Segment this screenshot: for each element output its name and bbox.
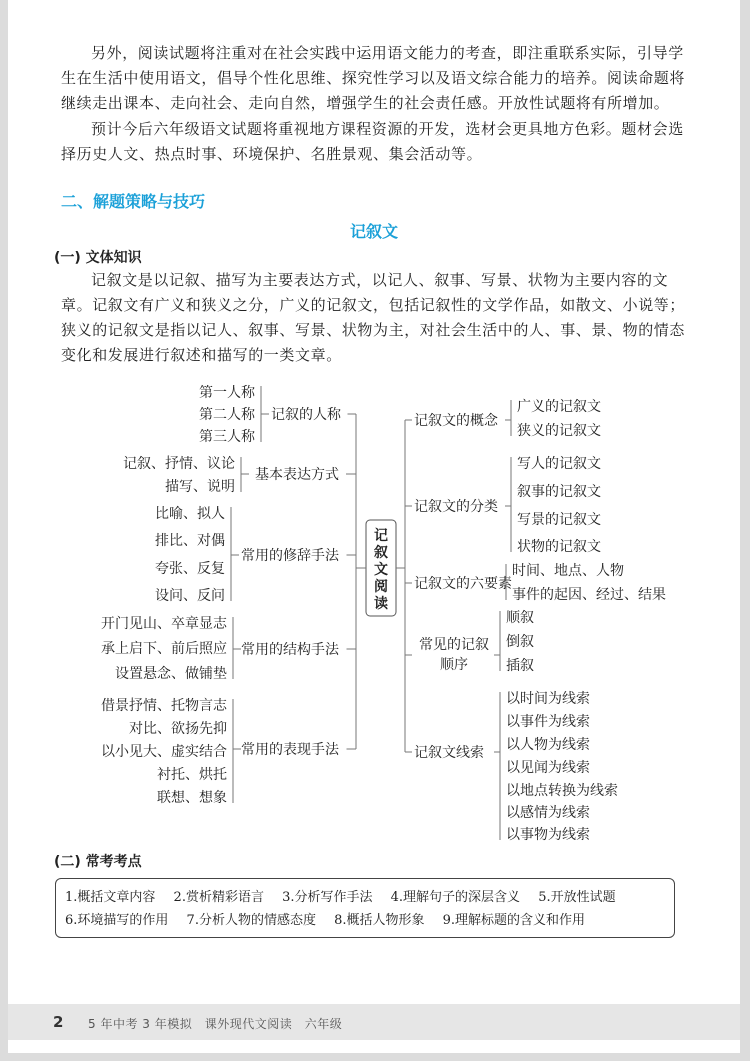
key-topic-item: 9.理解标题的含义和作用 — [442, 913, 586, 928]
mind-map-right-item: 顺叙 — [506, 610, 534, 626]
mind-map-right-label: 记叙文的概念 — [414, 413, 498, 429]
key-topic-item: 5.开放性试题 — [538, 890, 616, 905]
section-title: 二、解题策略与技巧 — [61, 192, 206, 211]
mind-map-right-item: 以事件为线索 — [506, 714, 590, 730]
mind-map-left-item: 联想、想象 — [157, 790, 227, 806]
mind-map-left-item: 借景抒情、托物言志 — [101, 698, 227, 714]
mind-map-right-label: 记叙文的分类 — [414, 499, 498, 515]
mind-map-right-label: 记叙文线索 — [414, 745, 484, 761]
mind-map-left-item: 第三人称 — [199, 429, 255, 445]
genre-definition: 记叙文是以记叙、描写为主要表达方式，以记人、叙事、写景、状物为主要内容的文章。记叙文有广义和狭义之分，广义的记叙文，包括记叙性的文学作品，如散文、小说等；狭义的记叙文是指以记人、叙事、写景、状物为主，对社会生活中的人、事、景、物的情态变化和发展进行叙述和描写的一类文章。 — [61, 271, 686, 364]
subsection-title-2: (二) 常考考点 — [54, 854, 142, 870]
intro-paragraph-1: 另外，阅读试题将注重对在社会实践中运用语文能力的考查，即注重联系实际，引导学生在生活中使用语文，倡导个性化思维、探究性学习以及语文综合能力的培养。阅读命题将继续走出课本、走向社会、走向自然，增强学生的社会责任感。开放性试题将有所增加。 — [61, 44, 686, 112]
mind-map-left-item: 衬托、烘托 — [157, 767, 227, 783]
mind-map-left-item: 记叙、抒情、议论 — [123, 456, 235, 472]
mind-map-left-item: 第一人称 — [199, 385, 255, 401]
mind-map-left-item: 设置悬念、做铺垫 — [115, 666, 227, 682]
mind-map-left-label: 常用的结构手法 — [241, 642, 339, 658]
key-topic-item: 1.概括文章内容 — [65, 890, 156, 905]
mind-map-right-item: 写景的记叙文 — [517, 512, 601, 528]
mind-map-center-char: 读 — [374, 596, 388, 612]
mind-map-left-item: 排比、对偶 — [155, 533, 225, 549]
mind-map-right-item: 状物的记叙文 — [517, 539, 601, 555]
subsection-title-1: (一) 文体知识 — [54, 250, 142, 266]
mind-map — [8, 0, 740, 850]
mind-map-right-item: 以人物为线索 — [506, 737, 590, 753]
page-number: 2 — [53, 1013, 64, 1031]
mind-map-right-item: 插叙 — [506, 658, 534, 674]
key-topic-item: 3.分析写作手法 — [282, 890, 373, 905]
genre-title: 记叙文 — [349, 222, 398, 241]
key-topic-item: 7.分析人物的情感态度 — [186, 913, 316, 928]
page-footer — [8, 1004, 740, 1040]
mind-map-right-item: 以见闻为线索 — [506, 760, 590, 776]
mind-map-left-item: 设问、反问 — [155, 588, 225, 604]
mind-map-right-label: 记叙文的六要素 — [414, 576, 512, 592]
book-title: 5 年中考 3 年模拟 课外现代文阅读 六年级 — [88, 1017, 343, 1031]
mind-map-left-item: 承上启下、前后照应 — [101, 641, 227, 657]
intro-paragraph-2: 预计今后六年级语文试题将重视地方课程资源的开发，选材会更具地方色彩。题材会选择历史人文、热点时事、环境保护、名胜景观、集会活动等。 — [61, 120, 684, 163]
mind-map-left-item: 对比、欲扬先抑 — [129, 721, 227, 737]
key-topic-item: 4.理解句子的深层含义 — [390, 890, 521, 905]
key-topics-list — [65, 886, 670, 932]
mind-map-left-item: 开门见山、卒章显志 — [101, 616, 227, 632]
key-topics-panel — [55, 878, 675, 938]
mind-map-center-char: 文 — [374, 562, 388, 578]
mind-map-left-label: 常用的表现手法 — [241, 742, 339, 758]
key-topic-item: 8.概括人物形象 — [334, 913, 425, 928]
mind-map-right-item: 以时间为线索 — [506, 691, 590, 707]
mind-map-right-label: 常见的记叙 — [419, 637, 489, 653]
mind-map-right-label: 顺序 — [440, 657, 468, 673]
page — [8, 0, 740, 1053]
mind-map-center-char: 叙 — [374, 545, 388, 561]
mind-map-right-item: 叙事的记叙文 — [517, 484, 601, 500]
key-topic-item: 6.环境描写的作用 — [65, 913, 169, 928]
mind-map-right-item: 事件的起因、经过、结果 — [512, 587, 666, 603]
mind-map-right-item: 以事物为线索 — [506, 827, 590, 843]
mind-map-left-item: 夸张、反复 — [155, 561, 225, 577]
key-topic-item: 2.赏析精彩语言 — [173, 890, 264, 905]
mind-map-left-item: 以小见大、虚实结合 — [101, 744, 227, 760]
mind-map-left-label: 记叙的人称 — [271, 407, 341, 423]
mind-map-left-label: 基本表达方式 — [255, 467, 339, 483]
mind-map-left-item: 第二人称 — [199, 407, 255, 423]
mind-map-center-char: 记 — [374, 528, 388, 544]
mind-map-left-item: 比喻、拟人 — [155, 506, 225, 522]
mind-map-right-item: 以感情为线索 — [506, 805, 590, 821]
mind-map-right-item: 狭义的记叙文 — [517, 423, 601, 439]
mind-map-right-item: 广义的记叙文 — [517, 399, 601, 415]
mind-map-left-item: 描写、说明 — [165, 479, 235, 495]
mind-map-right-item: 以地点转换为线索 — [506, 783, 618, 799]
mind-map-left-label: 常用的修辞手法 — [241, 548, 339, 564]
mind-map-right-item: 写人的记叙文 — [517, 456, 601, 472]
mind-map-right-item: 时间、地点、人物 — [512, 563, 624, 579]
mind-map-right-item: 倒叙 — [506, 634, 534, 650]
mind-map-center-char: 阅 — [374, 579, 388, 595]
